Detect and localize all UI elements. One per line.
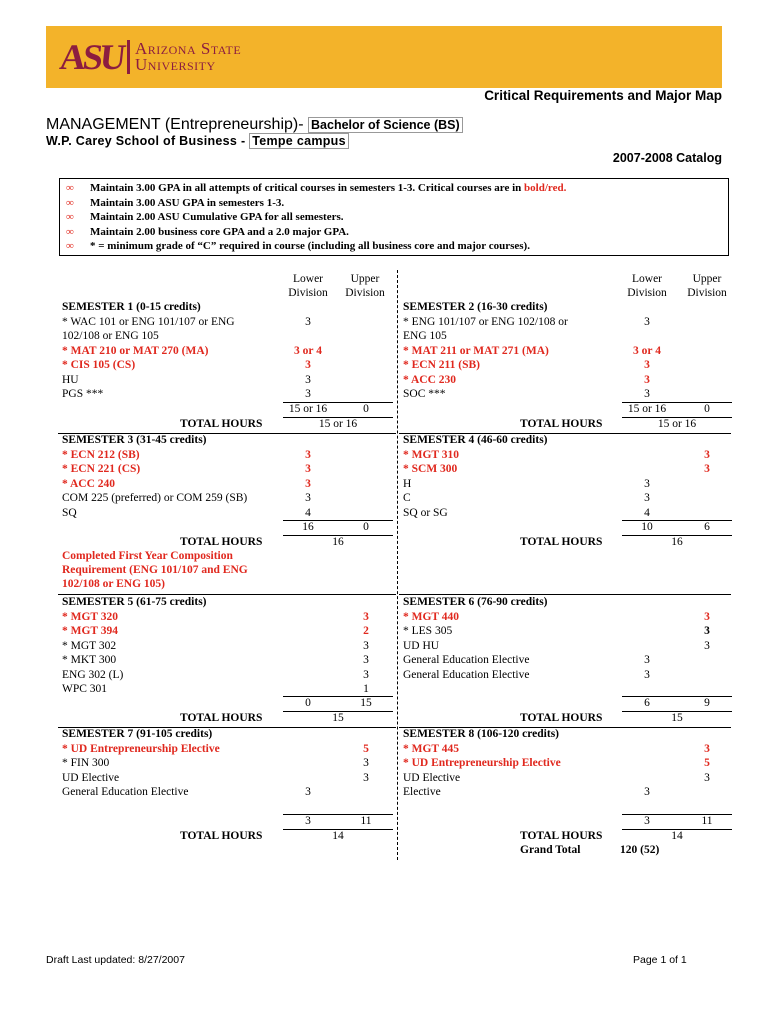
course-name: * ACC 240 — [62, 477, 116, 490]
school-separator: - — [237, 134, 250, 148]
asu-logo — [57, 37, 242, 77]
course-name: * MGT 445 — [403, 742, 460, 755]
requirement-item — [66, 181, 728, 196]
course-lower-credits: 3 or 4 — [633, 344, 661, 357]
subtotal-upper: 0 — [704, 403, 710, 415]
total-hours-label: TOTAL HOURS — [180, 417, 263, 430]
course-name: ENG 302 (L) — [62, 668, 124, 681]
course-name: General Education Elective — [403, 668, 530, 681]
course-lower-credits: 3 — [644, 373, 650, 386]
course-name: ENG 105 — [403, 330, 447, 342]
course-name: * ECN 212 (SB) — [62, 448, 140, 461]
course-name: HU — [62, 373, 79, 386]
course-name: COM 225 (preferred) or COM 259 (SB) — [62, 492, 248, 504]
left-upper-division-header: Division — [345, 287, 385, 299]
course-lower-credits: 4 — [644, 506, 650, 519]
course-upper-credits: 3 — [363, 757, 369, 769]
course-upper-credits: 3 — [363, 610, 369, 623]
school-line — [46, 134, 349, 148]
right-upper-division-header: Upper — [692, 273, 722, 285]
semester-title: SEMESTER 7 (91-105 credits) — [62, 728, 213, 740]
course-upper-credits: 3 — [704, 625, 710, 637]
requirement-item — [66, 210, 728, 225]
requirement-item — [66, 196, 728, 211]
course-name: * MGT 302 — [62, 639, 117, 652]
bullet-icon: ∞ — [66, 240, 74, 252]
subtotal-upper: 15 — [360, 697, 372, 709]
school-name: W.P. Carey School of Business — [46, 134, 238, 148]
course-lower-credits: 3 — [644, 786, 650, 798]
subtotal-lower: 16 — [302, 521, 314, 533]
course-name: PGS *** — [62, 388, 104, 400]
total-hours-value: 15 — [332, 711, 344, 724]
subtotal-upper: 11 — [360, 815, 372, 827]
total-hours-label: TOTAL HOURS — [180, 535, 263, 548]
logo-divider — [127, 40, 130, 74]
program-separator: - — [298, 116, 309, 133]
total-hours-value: 14 — [671, 829, 683, 842]
course-name: SOC *** — [403, 388, 446, 400]
program-title — [46, 116, 463, 134]
subtotal-upper: 0 — [363, 521, 369, 533]
course-upper-credits: 5 — [704, 757, 710, 769]
bullet-icon: ∞ — [66, 196, 74, 209]
total-hours-label: TOTAL HOURS — [520, 417, 603, 430]
course-upper-credits: 2 — [363, 625, 369, 637]
subtotal-upper: 9 — [704, 697, 710, 709]
catalog-year: 2007-2008 Catalog — [612, 151, 722, 165]
logo-mark: ASU — [57, 37, 126, 77]
course-name: General Education Elective — [403, 654, 530, 666]
course-lower-credits: 3 — [305, 786, 311, 798]
grand-total-label: Grand Total — [520, 844, 581, 856]
course-lower-credits: 3 — [644, 654, 650, 666]
document-title: Critical Requirements and Major Map — [484, 88, 722, 103]
course-lower-credits: 3 — [644, 388, 650, 400]
semester-title: SEMESTER 4 (46-60 credits) — [403, 434, 548, 446]
course-upper-credits: 3 — [704, 463, 710, 475]
requirement-text: Maintain 3.00 ASU GPA in semesters 1-3. — [90, 196, 285, 209]
subtotal-upper: 11 — [701, 815, 713, 827]
course-upper-credits: 1 — [363, 683, 369, 695]
total-hours-value: 16 — [671, 535, 683, 548]
course-name: * UD Entrepreneurship Elective — [403, 757, 561, 769]
course-lower-credits: 3 — [305, 448, 311, 461]
course-name: * MKT 300 — [62, 654, 117, 666]
semester-title: SEMESTER 2 (16-30 credits) — [403, 301, 548, 313]
total-hours-value: 16 — [332, 535, 344, 548]
course-lower-credits: 3 — [305, 373, 311, 386]
last-updated: Draft Last updated: 8/27/2007 — [46, 954, 185, 966]
course-name: 102/108 or ENG 105 — [62, 330, 159, 342]
course-name: WPC 301 — [62, 683, 108, 695]
course-name: * UD Entrepreneurship Elective — [62, 742, 220, 755]
requirements-box — [59, 178, 729, 256]
course-name: * ECN 211 (SB) — [403, 359, 480, 371]
course-lower-credits: 3 — [644, 477, 650, 490]
subtotal-lower: 6 — [644, 697, 650, 709]
course-upper-credits: 3 — [704, 610, 710, 623]
course-name: * MGT 310 — [403, 448, 460, 461]
total-hours-label: TOTAL HOURS — [520, 829, 603, 842]
course-name: Elective — [403, 786, 441, 798]
grand-total-value: 120 (52) — [620, 844, 660, 856]
requirement-text: Maintain 3.00 GPA in all attempts of critical courses in semesters 1-3. Critical courses are in — [90, 182, 525, 194]
bullet-icon: ∞ — [66, 182, 74, 194]
course-upper-credits: 5 — [363, 742, 369, 755]
course-name: * ACC 230 — [403, 373, 457, 386]
subtotal-upper: 0 — [363, 403, 369, 415]
center-divider — [397, 270, 398, 860]
total-hours-value: 15 — [671, 711, 683, 724]
course-lower-credits: 3 — [305, 463, 311, 475]
total-hours-value: 14 — [332, 829, 344, 842]
course-name: * MAT 211 or MAT 271 (MA) — [403, 344, 549, 357]
requirement-text: Maintain 2.00 business core GPA and a 2.0 major GPA. — [90, 225, 349, 238]
composition-note: Completed First Year Composition — [62, 549, 233, 562]
semester-title: SEMESTER 6 (76-90 credits) — [403, 596, 548, 608]
course-lower-credits: 3 — [305, 477, 311, 490]
course-upper-credits: 3 — [704, 771, 710, 784]
course-name: UD Elective — [403, 771, 461, 784]
course-upper-credits: 3 — [363, 639, 369, 652]
course-upper-credits: 3 — [704, 448, 710, 461]
subtotal-lower: 10 — [641, 521, 653, 533]
course-name: H — [403, 477, 412, 490]
course-upper-credits: 3 — [363, 654, 369, 666]
course-name: General Education Elective — [62, 786, 189, 798]
right-lower-division-header: Lower — [631, 273, 662, 285]
subtotal-lower: 15 or 16 — [627, 403, 667, 415]
course-name: SQ — [62, 506, 77, 519]
campus-box: Tempe campus — [249, 133, 349, 149]
course-lower-credits: 3 — [644, 492, 650, 504]
semester-title: SEMESTER 3 (31-45 credits) — [62, 434, 207, 446]
course-name: * CIS 105 (CS) — [62, 359, 136, 371]
requirement-text: * = minimum grade of “C” required in course (including all business core and major courses). — [90, 240, 530, 252]
right-upper-division-header: Division — [687, 287, 727, 299]
course-name: * MGT 320 — [62, 610, 119, 623]
subtotal-lower: 15 or 16 — [288, 403, 328, 415]
composition-note: 102/108 or ENG 105) — [62, 577, 165, 590]
total-hours-label: TOTAL HOURS — [520, 535, 603, 548]
composition-note: Requirement (ENG 101/107 and ENG — [62, 563, 248, 576]
course-lower-credits: 3 — [644, 668, 650, 681]
bullet-icon: ∞ — [66, 211, 74, 223]
course-name: C — [403, 492, 411, 504]
total-hours-label: TOTAL HOURS — [180, 829, 263, 842]
subtotal-lower: 3 — [644, 815, 650, 827]
course-name: * ECN 221 (CS) — [62, 463, 141, 475]
course-lower-credits: 3 — [305, 359, 311, 371]
course-lower-credits: 3 — [644, 359, 650, 371]
course-lower-credits: 3 — [644, 315, 650, 328]
course-lower-credits: 3 or 4 — [294, 344, 322, 357]
total-hours-label: TOTAL HOURS — [180, 711, 263, 724]
course-name: * WAC 101 or ENG 101/107 or ENG — [62, 315, 235, 328]
course-lower-credits: 3 — [305, 315, 311, 328]
course-name: * LES 305 — [403, 625, 453, 637]
course-upper-credits: 3 — [704, 639, 710, 652]
semester-title: SEMESTER 1 (0-15 credits) — [62, 301, 201, 313]
course-lower-credits: 3 — [305, 492, 311, 504]
course-name: * SCM 300 — [403, 463, 458, 475]
semester-title: SEMESTER 5 (61-75 credits) — [62, 596, 207, 608]
semester-title: SEMESTER 8 (106-120 credits) — [403, 728, 559, 740]
right-lower-division-header: Division — [627, 287, 667, 299]
program-name: MANAGEMENT (Entrepreneurship) — [46, 116, 299, 133]
degree-box: Bachelor of Science (BS) — [308, 117, 463, 133]
course-name: UD HU — [403, 639, 440, 652]
course-lower-credits: 3 — [305, 388, 311, 400]
left-lower-division-header: Division — [288, 287, 328, 299]
course-name: * MGT 440 — [403, 610, 460, 623]
total-hours-value: 15 or 16 — [318, 417, 358, 430]
course-name: SQ or SG — [403, 506, 448, 519]
course-name: * MAT 210 or MAT 270 (MA) — [62, 344, 209, 357]
course-name: UD Elective — [62, 771, 120, 784]
course-upper-credits: 3 — [363, 771, 369, 784]
requirement-text: Maintain 2.00 ASU Cumulative GPA for all semesters. — [90, 211, 344, 223]
course-name: * FIN 300 — [62, 757, 110, 769]
total-hours-value: 15 or 16 — [657, 417, 697, 430]
left-upper-division-header: Upper — [350, 273, 380, 285]
subtotal-lower: 3 — [305, 815, 311, 827]
requirement-highlight: bold/red. — [524, 182, 567, 194]
left-lower-division-header: Lower — [292, 273, 323, 285]
course-upper-credits: 3 — [704, 742, 710, 755]
total-hours-label: TOTAL HOURS — [520, 711, 603, 724]
subtotal-upper: 6 — [704, 521, 710, 533]
page-number: Page 1 of 1 — [633, 954, 687, 966]
course-name: * MGT 394 — [62, 625, 119, 637]
requirement-item — [66, 225, 728, 240]
subtotal-lower: 0 — [305, 697, 311, 709]
course-name: * ENG 101/107 or ENG 102/108 or — [403, 315, 568, 328]
course-upper-credits: 3 — [363, 668, 369, 681]
logo-name: Arizona State University — [135, 39, 242, 74]
course-lower-credits: 4 — [305, 506, 311, 519]
bullet-icon: ∞ — [66, 225, 74, 238]
requirement-item — [66, 239, 728, 254]
